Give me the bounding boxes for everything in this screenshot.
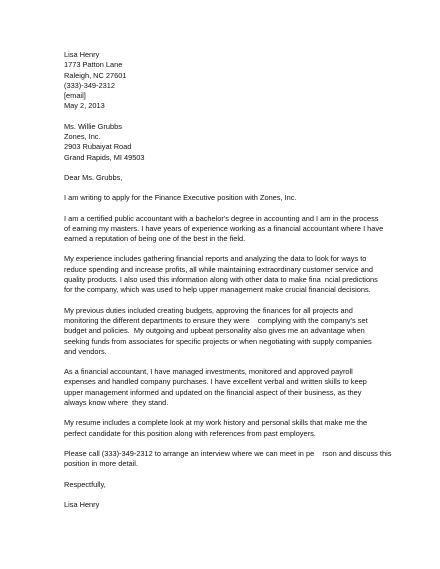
paragraph-duties: My previous duties included creating budgets, approving the finances for all projects and monitoring the different departments to ensure they were complying with the company's set budget and policies. My outgoing and upbeat personality also gives me an advantage when seeking funds from associates for specific projects or when negotiating with supply companies and vendors. bbox=[64, 305, 372, 356]
sender-email: [email] bbox=[64, 91, 86, 101]
sender-phone: (333)-349-2312 bbox=[64, 80, 115, 90]
paragraph-intro: I am writing to apply for the Finance Executive position with Zones, Inc. bbox=[64, 193, 297, 203]
paragraph-qualifications: I am a certified public accountant with a bachelor's degree in accounting and I am in the process of earning my masters. I have years of experience working as a financial accountant where I have earned a reputation of being one of the best in the field. bbox=[64, 213, 384, 244]
letter-date: May 2, 2013 bbox=[64, 101, 105, 111]
recipient-city: Grand Rapids, MI 49503 bbox=[64, 152, 145, 162]
recipient-address bbox=[64, 122, 414, 163]
signature-name: Lisa Henry bbox=[64, 499, 100, 509]
sender-address bbox=[64, 50, 414, 112]
sender-city: Raleigh, NC 27601 bbox=[64, 70, 127, 80]
recipient-name: Ms. Willie Grubbs bbox=[64, 121, 122, 131]
letter-page bbox=[64, 50, 414, 510]
paragraph-accountant: As a financial accountant, I have managed investments, monitored and approved payroll expenses and handled company purchases. I have excellent verbal and written skills to keep upper management informed and updated on the financial aspect of their business, as they always know where they stand. bbox=[64, 367, 367, 408]
recipient-street: 2903 Rubaiyat Road bbox=[64, 142, 132, 152]
sender-street: 1773 Patton Lane bbox=[64, 60, 123, 70]
paragraph-resume: My resume includes a complete look at my work history and personal skills that make me the perfect candidate for this position along with references from past employers. bbox=[64, 418, 368, 438]
paragraph-experience: My experience includes gathering financial reports and analyzing the data to look for ways to reduce spending and increase profits, all while maintaining extraordinary customer service and quality products. I also used this information along with other data to make fina ncial predictions for the company, which was used to help upper management make crucial financial decisions. bbox=[64, 254, 378, 295]
recipient-company: Zones, Inc. bbox=[64, 132, 101, 142]
paragraph-contact: Please call (333)-349-2312 to arrange an interview where we can meet in pe rson and discuss this position in more detail. bbox=[64, 448, 392, 469]
salutation: Dear Ms. Grubbs, bbox=[64, 172, 123, 182]
sender-name: Lisa Henry bbox=[64, 50, 100, 59]
closing: Respectfully, bbox=[64, 479, 106, 489]
